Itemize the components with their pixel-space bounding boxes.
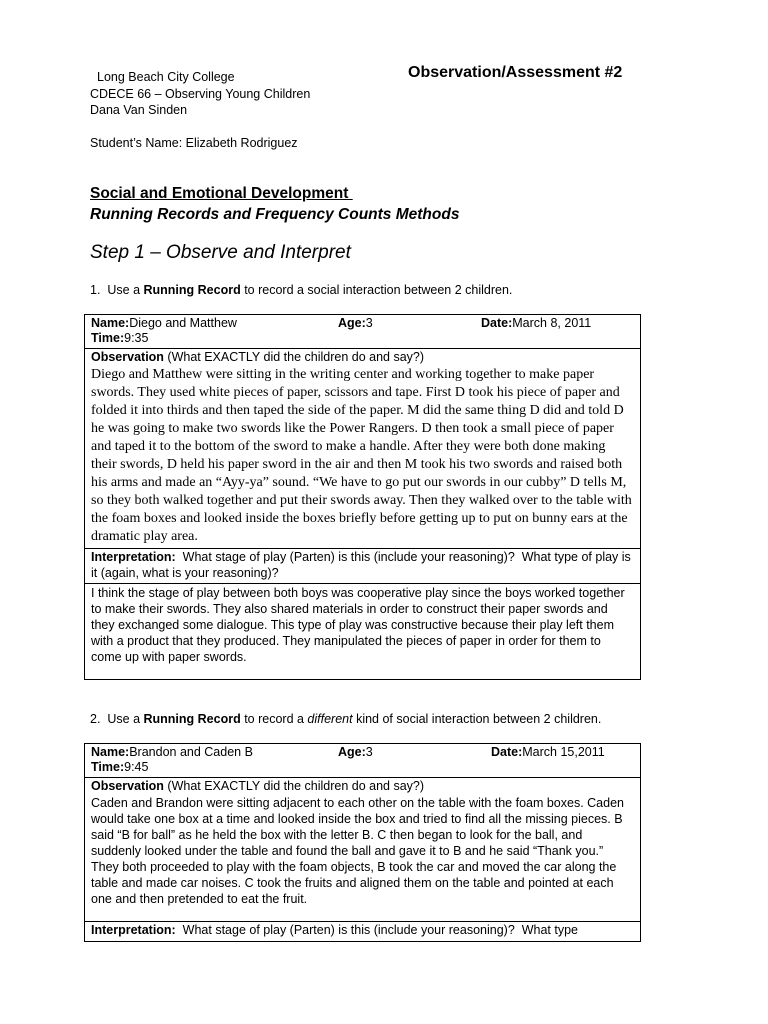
record-1-interpretation-prompt: Interpretation: What stage of play (Parten) is this (include your reasoning)? What type of play is it (again, what is your reasoning)? <box>85 549 641 584</box>
record-2-age: 3 <box>365 745 373 759</box>
college-name: Long Beach City College <box>97 70 235 84</box>
instructor-name: Dana Van Sinden <box>90 103 188 117</box>
record-2-observation: Observation (What EXACTLY did the children do and say?) Caden and Brandon were sitting adjacent to each other on the table with the foam boxes. Caden would take one box at a time and looked inside the box and tried to find all the missing pieces. B said “B for ball” as he held the box with the letter B. C then began to look for the ball, and suddenly looked under the table and found the ball and gave it to B and he said “Thank you.” They both proceeded to play with the foam objects, B took the car and moved the car along the table and made car noises. C took the fruits and aligned them on the table and pointed at each one and then pretended to eat the fruit. <box>85 778 641 922</box>
record-2-meta: Name: Brandon and Caden B Age: 3 Date: March 15,2011 Time: 9:45 <box>85 744 641 778</box>
student-name: Student’s Name: Elizabeth Rodriguez <box>90 136 298 150</box>
record-1-time: 9:35 <box>124 331 149 345</box>
assessment-title: Observation/Assessment #2 <box>408 64 623 81</box>
question-1: 1. Use a Running Record to record a social interaction between 2 children. <box>90 283 513 297</box>
record-2-time: 9:45 <box>124 760 149 774</box>
record-1-age: 3 <box>365 316 373 330</box>
running-record-1 <box>84 314 641 680</box>
section-subtitle: Running Records and Frequency Counts Methods <box>90 206 460 223</box>
record-1-name: Diego and Matthew <box>129 316 237 330</box>
question-2: 2. Use a Running Record to record a different kind of social interaction between 2 children. <box>90 712 602 726</box>
section-title: Social and Emotional Development <box>90 185 353 202</box>
record-1-observation-text: Diego and Matthew were sitting in the writing center and working together to make paper swords. They used white pieces of paper, scissors and tape. First D took his piece of paper and folded it into thirds and then taped the side of the paper. M did the same thing D did and told D he was going to make two swords like the Power Rangers. D then took a small piece of paper and taped it to the bottom of the sword to make a handle. After they were both done making their swords, D held his paper sword in the air and then M took his two swords and raised both his arms and made an “Ayy-ya” sound. “We have to go put our swords in our cubby” D tells M, so they both walked together and put their swords away. Then they walked over to the table with the foam boxes and looked inside the boxes briefly before getting up to put on bunny ears at the dramatic play area. <box>91 366 632 544</box>
record-2-date: March 15,2011 <box>522 745 605 759</box>
step-heading: Step 1 – Observe and Interpret <box>90 242 351 263</box>
record-1-meta: Name: Diego and Matthew Age: 3 Date: March 8, 2011 Time: 9:35 <box>85 315 641 349</box>
running-record-2 <box>84 743 641 942</box>
course-name: CDECE 66 – Observing Young Children <box>90 87 311 101</box>
record-1-interpretation <box>85 584 641 680</box>
record-2-interpretation-prompt: Interpretation: What stage of play (Parten) is this (include your reasoning)? What type <box>85 922 641 942</box>
record-1-interpretation-text: I think the stage of play between both boys was cooperative play since the boys worked together to make their swords. They also shared materials in order to construct their paper swords and they exchanged some dialogue. This type of play was constructive because their play left them with a product that they produced. They manipulated the pieces of paper in order for them to come up with paper swords. <box>91 586 625 664</box>
record-2-observation-text: Caden and Brandon were sitting adjacent to each other on the table with the foam boxes. Caden would take one box at a time and looked inside the box and tried to find all the missing pieces. B said “B for ball” as he held the box with the letter B. C then began to look for the ball, and suddenly looked under the table and found the ball and gave it to B and he said “Thank you.” They both proceeded to play with the foam objects, B took the car and moved the car along the table and made car noises. C took the fruits and aligned them on the table and pointed at each one and then pretended to eat the fruit. <box>91 795 624 906</box>
record-2-name: Brandon and Caden B <box>129 745 253 759</box>
record-1-date: March 8, 2011 <box>512 316 592 330</box>
record-1-observation: Observation (What EXACTLY did the children do and say?) Diego and Matthew were sitting in the writing center and working together to make paper swords. They used white pieces of paper, scissors and tape. First D took his piece of paper and folded it into thirds and then taped the side of the paper. M did the same thing D did and told D he was going to make two swords like the Power Rangers. D then took a small piece of paper and taped it to the bottom of the sword to make a handle. After they were both done making their swords, D held his paper sword in the air and then M took his two swords and raised both his arms and made an “Ayy-ya” sound. “We have to go put our swords in our cubby” D tells M, so they both walked together and put their swords away. Then they walked over to the table with the foam boxes and looked inside the boxes briefly before getting up to put on bunny ears at the dramatic play area. <box>85 349 641 549</box>
